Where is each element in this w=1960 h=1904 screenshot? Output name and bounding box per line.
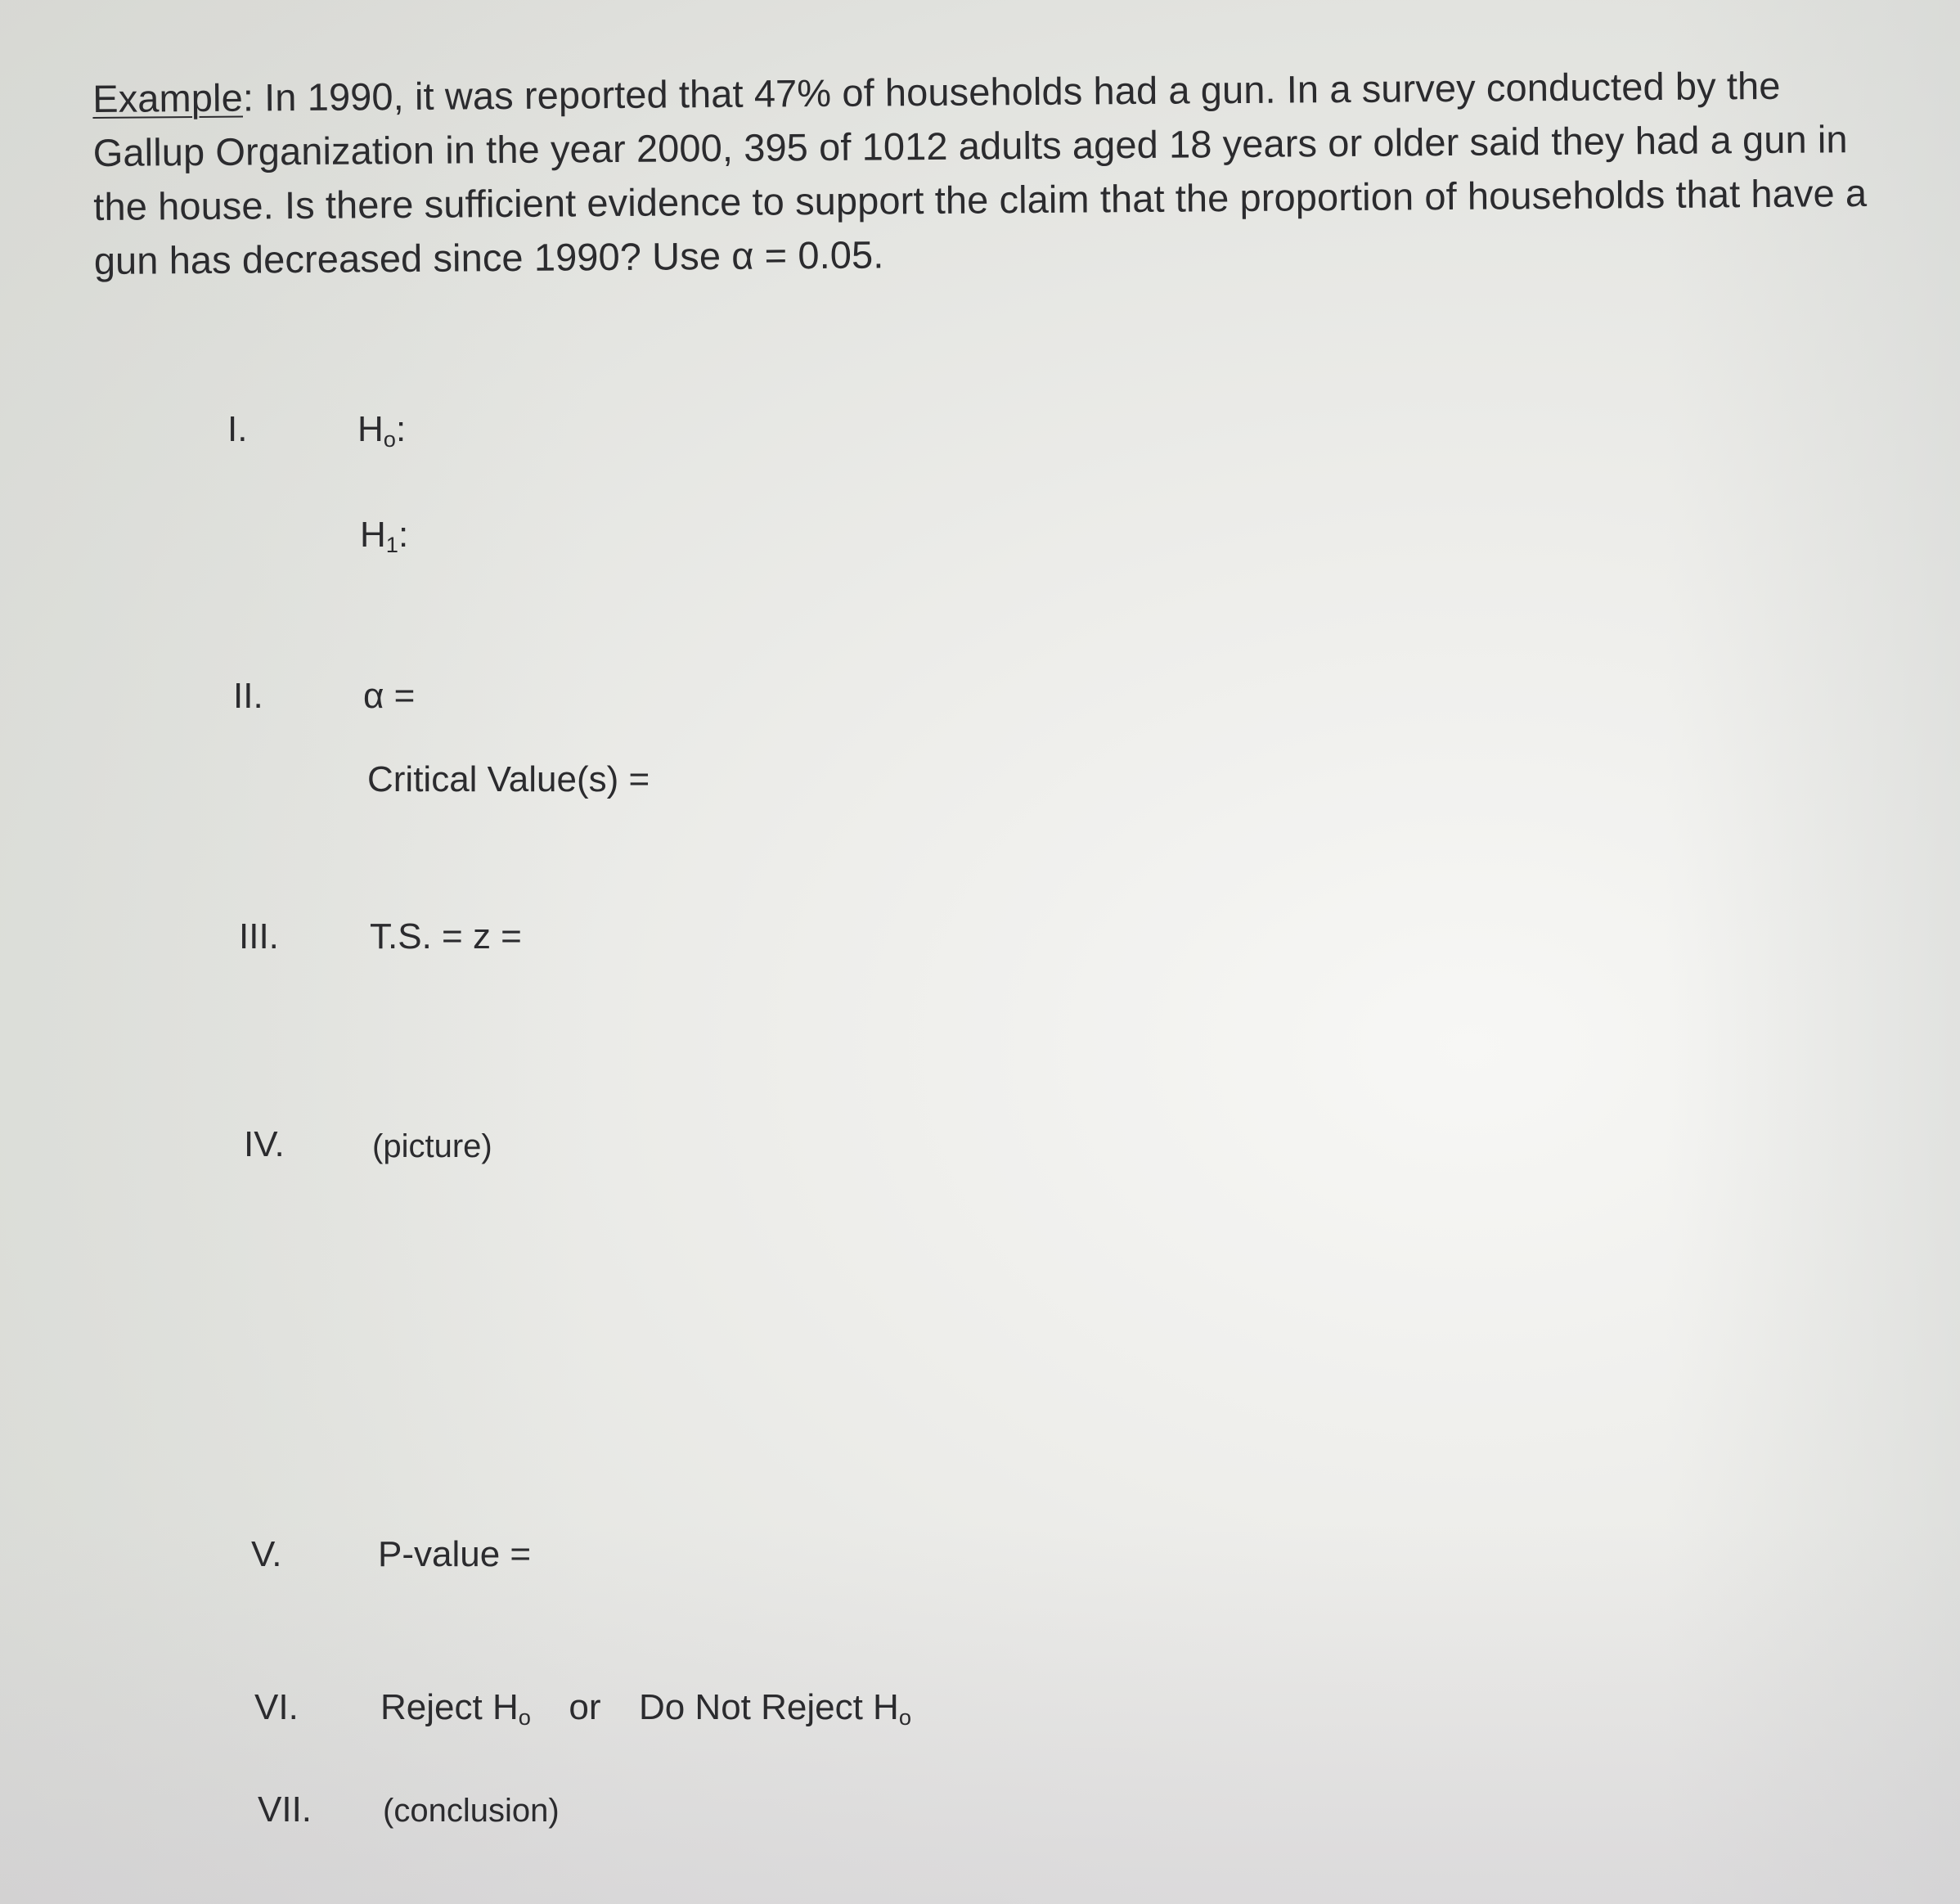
decision-options <box>380 1686 911 1740</box>
example-label: Example <box>92 75 244 120</box>
test-statistic-label: T.S. = z = <box>370 916 522 957</box>
step-2-numeral: II. <box>233 676 263 716</box>
problem-text: In 1990, it was reported that 47% of households had a gun. In a survey conducted by the Gallup Organization in the year 2000, 395 of 1012 adults aged 18 years or older said they had a gun in the house. Is there sufficient evidence to support the claim that the proportion of households that have a gun has decreased since 1990? Use α = 0.05. <box>92 63 1868 282</box>
h0-letter: H <box>357 409 384 449</box>
h1-subscript: 1 <box>385 531 398 557</box>
step-1-numeral: I. <box>227 409 248 449</box>
null-hypothesis-label <box>357 407 406 461</box>
do-not-reject-h0-text: Do Not Reject $H_o$ <box>638 1687 912 1730</box>
h0-subscript: o <box>383 425 396 452</box>
reject-h0-text: Reject $H_o$ <box>380 1687 531 1730</box>
example-label-colon: : <box>242 75 254 119</box>
h1-colon: : <box>398 515 409 555</box>
h1-letter: H <box>360 515 386 555</box>
conclusion-label: (conclusion) <box>383 1793 560 1829</box>
step-3-numeral: III. <box>239 916 279 957</box>
step-4-numeral: IV. <box>244 1124 285 1164</box>
step-5-numeral: V. <box>251 1534 282 1574</box>
p-value-label: P-value = <box>378 1534 532 1574</box>
step-7-numeral: VII. <box>258 1789 312 1830</box>
picture-label: (picture) <box>372 1128 492 1164</box>
step-6-numeral: VI. <box>254 1687 299 1727</box>
alpha-label: α = <box>363 676 416 716</box>
problem-statement <box>92 58 1894 288</box>
alternative-hypothesis-label <box>360 513 408 567</box>
critical-value-label: Critical Value(s) = <box>367 759 650 799</box>
or-text: or <box>569 1687 601 1727</box>
h0-colon: : <box>395 409 407 449</box>
